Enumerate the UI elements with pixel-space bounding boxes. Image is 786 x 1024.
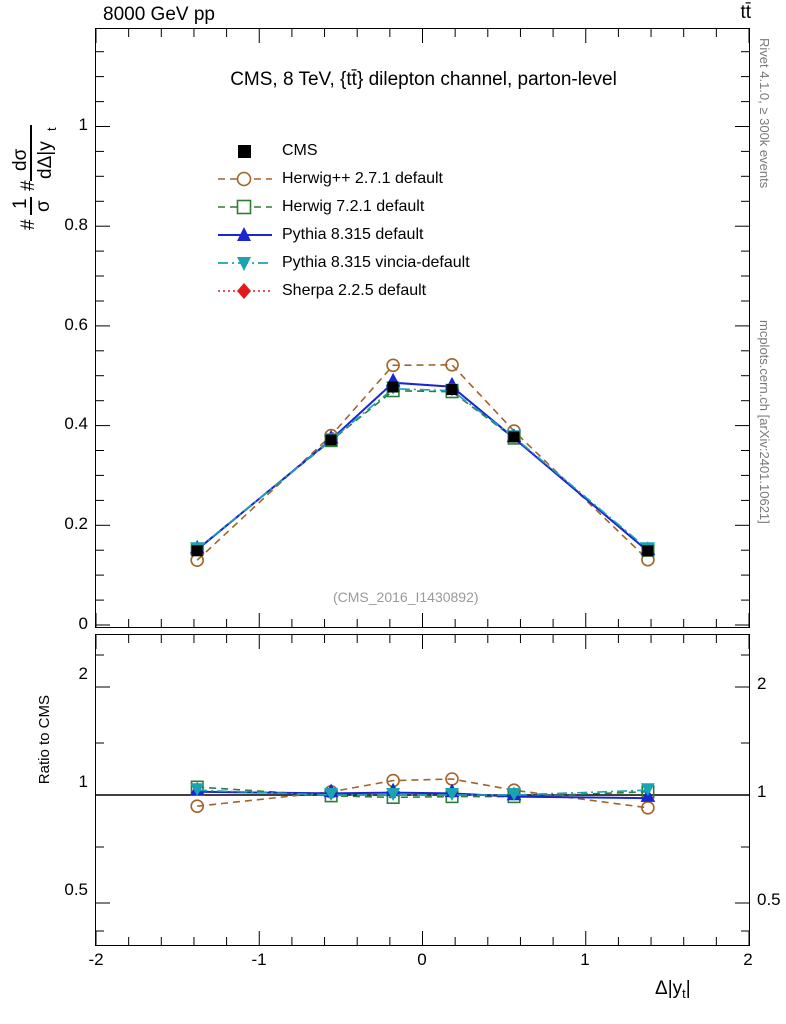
legend-label: Herwig 7.2.1 default [282, 198, 425, 215]
y-tick-label-main: 0 [78, 614, 88, 633]
analysis-id-watermark: (CMS_2016_I1430892) [333, 589, 479, 605]
y-tick-label-ratio-right: 0.5 [757, 890, 781, 909]
y-tick-label-main: 0.6 [64, 315, 88, 334]
legend-marker-square-filled-icon [216, 137, 278, 165]
legend-item-pythia-vincia[interactable] [216, 249, 470, 277]
legend-label: CMS [282, 142, 318, 159]
series-herwig7 [192, 385, 654, 556]
y-tick-label-ratio-right: 2 [757, 674, 767, 693]
ratio-plot-canvas [96, 635, 749, 945]
legend-label: Herwig++ 2.7.1 default [282, 170, 443, 187]
legend-item-herwigpp[interactable] [216, 165, 470, 193]
legend-item-pythia-default[interactable] [216, 221, 470, 249]
main-plot-panel [95, 28, 750, 628]
svg-text:dσ: dσ [10, 148, 31, 171]
legend-marker-circle-open-icon [216, 165, 278, 193]
svg-text:#: # [18, 219, 39, 230]
legend-item-sherpa[interactable] [216, 277, 470, 305]
legend-marker-triangle-down-icon [216, 249, 278, 277]
legend-item-herwig7[interactable] [216, 193, 470, 221]
y-tick-label-main: 1 [78, 115, 88, 134]
svg-text:dΔ|y: dΔ|y [35, 141, 56, 179]
legend-marker-square-open-icon [216, 193, 278, 221]
x-tick-label: -1 [251, 950, 267, 969]
x-axis-label [655, 978, 691, 1001]
svg-text:1: 1 [10, 198, 31, 209]
y-tick-label-ratio: 1 [78, 772, 88, 791]
x-tick-label: 0 [417, 950, 427, 969]
y-tick-label-ratio: 2 [78, 664, 88, 683]
process-label: tt̄ [740, 2, 751, 23]
plot-title: CMS, 8 TeV, {tt̄} dilepton channel, parton-level [230, 69, 617, 90]
legend-label: Pythia 8.315 default [282, 226, 424, 243]
svg-text:t: t [44, 127, 59, 131]
x-tick-label: 2 [743, 950, 753, 969]
legend-label: Sherpa 2.2.5 default [282, 282, 427, 299]
rivet-version-label: Rivet 4.1.0, ≥ 300k events [757, 38, 772, 189]
mcplots-source-label: mcplots.cern.ch [arXiv:2401.10621] [757, 320, 772, 524]
x-tick-label: -2 [88, 950, 104, 969]
legend-item-cms[interactable] [216, 137, 470, 165]
x-axis-label-sub: t [682, 986, 686, 1002]
y-tick-label-main: 0.8 [64, 215, 88, 234]
main-plot-canvas [96, 29, 749, 627]
series-pythia-default [192, 375, 654, 554]
y-tick-label-ratio-right: 1 [757, 782, 767, 801]
y-tick-label-main: 0.4 [64, 414, 88, 433]
series-pythia-vincia [192, 383, 654, 554]
y-tick-label-ratio: 0.5 [64, 880, 88, 899]
svg-text:#: # [18, 180, 39, 191]
legend-marker-triangle-up-icon [216, 221, 278, 249]
y-tick-label-main: 0.2 [64, 514, 88, 533]
beam-energy-label: 8000 GeV pp [103, 4, 215, 25]
x-axis-label-main: Δ|y [655, 978, 683, 999]
svg-text:σ: σ [33, 200, 54, 212]
ratio-y-axis-label: Ratio to CMS [36, 695, 53, 785]
x-axis-label-close: | [685, 978, 691, 999]
x-tick-label: 1 [580, 950, 590, 969]
legend [216, 137, 470, 305]
legend-marker-diamond-icon [216, 277, 278, 305]
legend-label: Pythia 8.315 vincia-default [282, 254, 470, 271]
series-cms [192, 382, 654, 557]
